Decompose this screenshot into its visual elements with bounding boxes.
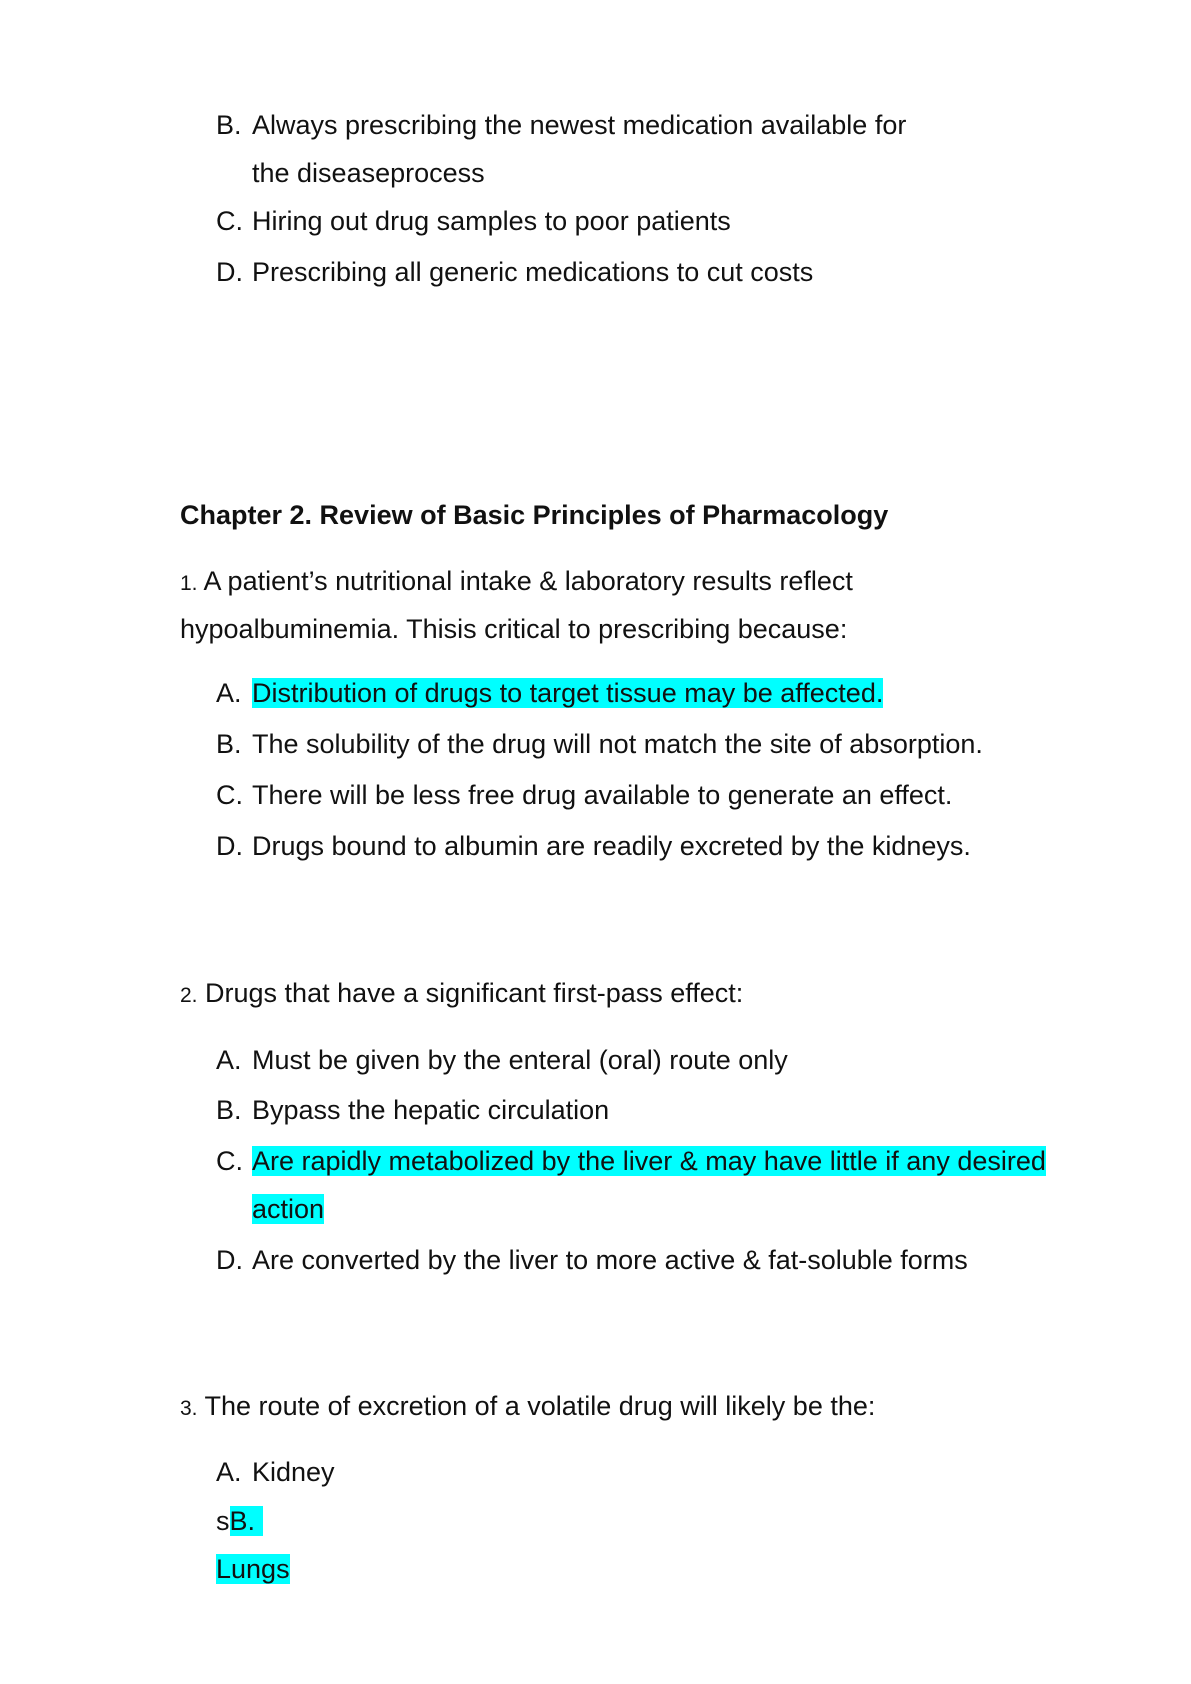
question-3-option-a (216, 1455, 335, 1489)
option-letter: D. (216, 1245, 243, 1275)
question-3-option-b-continued (216, 1552, 290, 1586)
option-letter: B. (216, 1095, 242, 1125)
chapter-title: Chapter 2. Review of Basic Principles of Pharmacology (180, 500, 889, 530)
highlighted-answer: action (252, 1194, 325, 1224)
option-letter: D. (216, 257, 243, 287)
question-1-stem (180, 564, 853, 601)
option-prefix: s (216, 1506, 230, 1536)
option-text: There will be less free drug available to generate an effect. (252, 780, 953, 810)
option-text: Bypass the hepatic circulation (252, 1095, 610, 1125)
question-1-option-a (216, 676, 883, 710)
question-2-option-c-continued (252, 1192, 324, 1226)
question-number: 3. (180, 1397, 198, 1420)
question-text: A patient’s nutritional intake & laboratory results reflect (203, 566, 853, 596)
question-text: hypoalbuminemia. Thisis critical to prescribing because: (180, 614, 848, 644)
question-1-option-c (216, 778, 952, 812)
option-letter: C. (216, 780, 243, 810)
option-text: The solubility of the drug will not match the site of absorption. (252, 729, 983, 759)
question-3-option-b (216, 1504, 263, 1538)
highlighted-answer: Are rapidly metabolized by the liver & may have little if any desired (252, 1146, 1046, 1176)
option-letter: B. (216, 729, 242, 759)
prev-option-b-continued (252, 156, 485, 190)
option-text: Always prescribing the newest medication available for (252, 110, 907, 140)
question-1-stem-continued (180, 612, 847, 646)
question-2-option-c (216, 1144, 1046, 1178)
option-letter: A. (216, 678, 242, 708)
question-3-stem (180, 1389, 875, 1426)
question-text: Drugs that have a significant first-pass effect: (205, 978, 744, 1008)
option-text: Kidney (252, 1457, 335, 1487)
question-number: 1. (180, 572, 198, 595)
option-letter: B. (216, 110, 242, 140)
question-1-option-b (216, 727, 983, 761)
option-letter: C. (216, 1146, 243, 1176)
option-text: the diseaseprocess (252, 158, 485, 188)
option-letter: A. (216, 1045, 242, 1075)
option-text: Hiring out drug samples to poor patients (252, 206, 731, 236)
question-1-option-d (216, 829, 971, 863)
option-text: Drugs bound to albumin are readily excreted by the kidneys. (252, 831, 971, 861)
question-number: 2. (180, 984, 198, 1007)
option-letter: A. (216, 1457, 242, 1487)
option-letter: D. (216, 831, 243, 861)
highlighted-answer-letter: B. (229, 1506, 263, 1536)
question-2-stem (180, 976, 743, 1013)
prev-option-c (216, 204, 731, 238)
option-text: Must be given by the enteral (oral) route only (252, 1045, 788, 1075)
question-2-option-b (216, 1093, 609, 1127)
question-text: The route of excretion of a volatile drug will likely be the: (204, 1391, 876, 1421)
option-text: Are converted by the liver to more active & fat-soluble forms (252, 1245, 968, 1275)
prev-option-d (216, 255, 813, 289)
highlighted-answer: Distribution of drugs to target tissue may be affected. (252, 678, 884, 708)
question-2-option-d (216, 1243, 968, 1277)
option-letter: C. (216, 206, 243, 236)
highlighted-answer: Lungs (216, 1554, 290, 1584)
option-text: Prescribing all generic medications to cut costs (252, 257, 814, 287)
prev-option-b (216, 108, 906, 142)
question-2-option-a (216, 1043, 788, 1077)
